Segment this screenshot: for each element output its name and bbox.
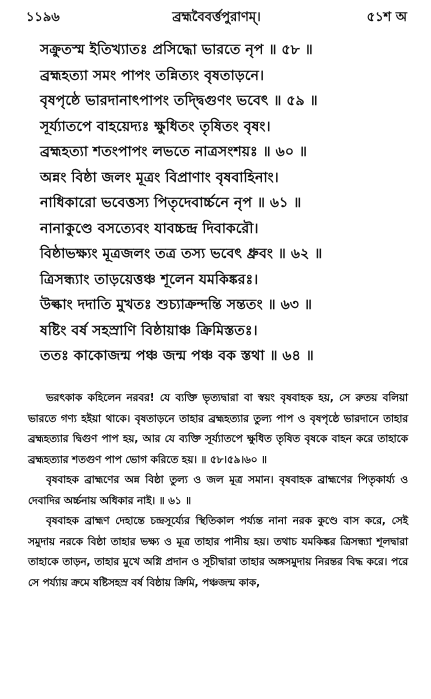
chapter-marker: ৫১শ অ (366, 10, 407, 25)
bengali-commentary (28, 388, 408, 593)
verse-line: বৃষপৃষ্ঠে ভারদানাৎপাপং তদ্দ্বিগুণং ভবেৎ ॥ ৫৯ ॥ (40, 93, 318, 109)
verse-line: ষষ্টিং বর্ষ সহস্রাণি বিষ্ঠায়াঞ্চ ক্রিমিস্ততঃ। (40, 322, 258, 339)
commentary-paragraph: ভরৎকাক কহিলেন নরবর! যে ব্যক্তি ভৃত্যদ্বারা বা স্বয়ং বৃষবাহক হয়, সে রুতয় বলিয়া ভারতে গণ্য হইয়া থাকে। বৃষতাড়নে তাহার ব্রহ্মহত্যার তুল্য পাপ ও বৃষপৃষ্ঠে ভারদানে তাহার ব্রহ্মহত্যার দ্বিগুণ পাপ হয়, আর যে ব্যক্তি সূর্য্যাতপে ক্ষুধিত তৃষিত বৃষকে বাহন করে তাহাকে ব্রহ্মহত্যার শতগুণ পাপ ভোগ করিতে হয়। ॥ ৫৮।৫৯।৬০ ॥ (28, 392, 408, 466)
verse-line: সক্রুতস্ম ইতিখ্যাতঃ প্রসিদ্ধো ভারতে নৃপ ॥ ৫৮ ॥ (40, 42, 313, 58)
verse-line: বিষ্ঠাভক্ষ্যং মূত্রজলং তত্র তস্য ভবেৎ ধ্রুবং ॥ ৬২ ॥ (40, 246, 323, 262)
verse-line: সূর্য্যাতপে বাহয়েদ্যঃ ক্ষুধিতং তৃষিতং বৃষং। (40, 118, 271, 135)
verse-line: ব্রহ্মহত্যা সমং পাপং তন্নিত্যং বৃষতাড়নে। (40, 67, 265, 84)
commentary-paragraph: বৃষবাহক ব্রাহ্মণের অন্ন বিষ্ঠা তুল্য ও জল মূত্র সমান। বৃষবাহক ব্রাহ্মণের পিতৃকার্য্য ও দেবাদির অর্চ্চনায় অধিকার নাই। ॥ ৬১ ॥ (28, 474, 408, 507)
verse-line: উল্কাং দদাতি মুখতঃ শুচ্যাক্রন্দন্তি সন্ততং ॥ ৬৩ ॥ (40, 297, 312, 313)
commentary-paragraph: বৃষবাহক ব্রাহ্মণ দেহান্তে চন্দ্রসূর্য্যের স্থিতিকাল পর্য্যন্ত নানা নরক কুণ্ডে বাস করে, সেই সমুদায় নরকে বিষ্ঠা তাহার ভক্ষ্য ও মূত্র তাহার পানীয় হয়। তথাচ যমকিঙ্কর ত্রিসন্ধ্যা শূলদ্বারা তাহাকে তাড়ন, তাহার মুখে অগ্নি প্রদান ও সূচীদ্বারা তাহার অঙ্গসমুদায় নিরন্তর বিদ্ধ করে। পরে সে পর্য্যায় ক্রমে ষষ্টিসহস্র বর্ষ বিষ্ঠায় ক্রিমি, পঞ্চজন্ম কাক, (28, 515, 408, 589)
verse-line: নাধিকারো ভবেত্তস্য পিতৃদেবার্চ্চনে নৃপ ॥ ৬১ ॥ (40, 195, 302, 211)
running-title: ব্রহ্মবৈবর্ত্তপুরাণম্। (172, 10, 261, 25)
page-header (26, 8, 407, 30)
verse-line: অন্নং বিষ্ঠা জলং মূত্রং বিপ্রাণাং বৃষবাহিনাং। (40, 169, 279, 186)
verse-line: ত্রিসন্ধ্যাং তাড়য়েত্তঞ্চ শূলেন যমকিঙ্করঃ। (40, 271, 259, 288)
sanskrit-verses (40, 38, 410, 370)
page-number: ১১৯৬ (26, 10, 60, 25)
verse-line: ব্রহ্মহত্যা শতংপাপং লভতে নাত্রসংশয়ঃ ॥ ৬০ ॥ (40, 144, 308, 160)
verse-line: নানাকুণ্ডে বসত্যেবং যাবচ্চন্দ্র দিবাকরৌ। (40, 220, 259, 237)
verse-line: ততঃ কাকোজন্ম পঞ্চ জন্ম পঞ্চ বক স্তথা ॥ ৬৪ ॥ (40, 348, 314, 364)
